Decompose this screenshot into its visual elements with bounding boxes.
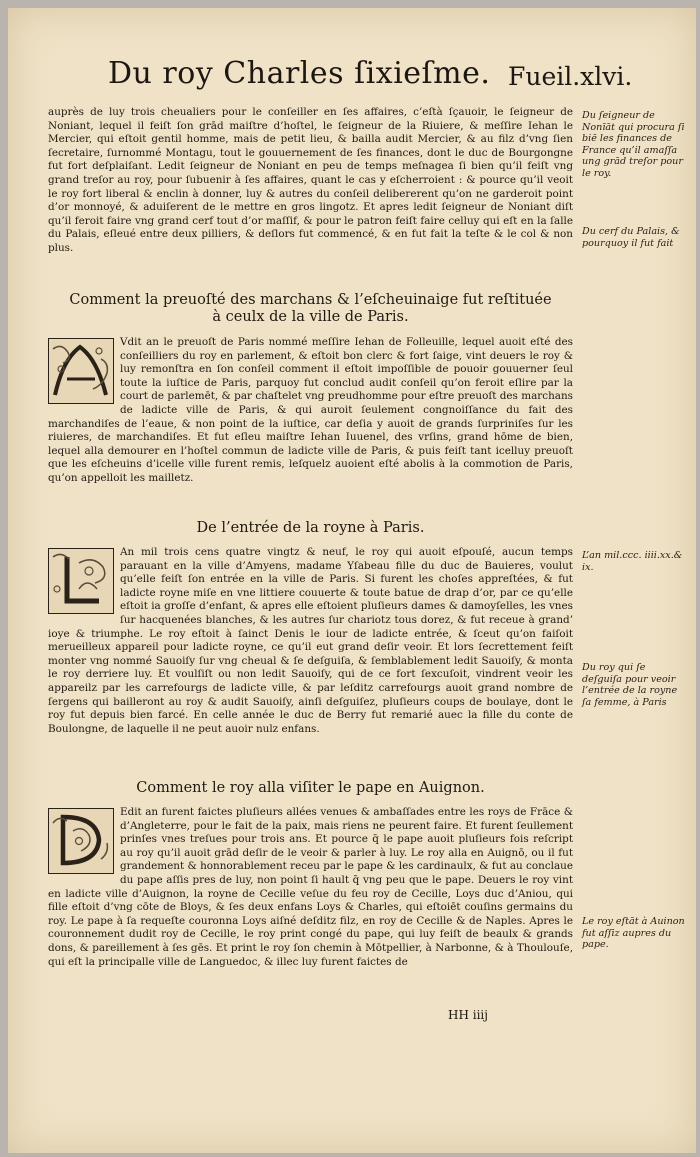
preuoste-paragraph <box>48 336 573 486</box>
heading-line: Comment le roy alla viſiter le pape en Auignon. <box>136 780 485 796</box>
margin-note: Le roy eſtāt à Auinon fut aſſiz aupres du pape. <box>582 916 685 951</box>
entree-paragraph <box>48 546 573 736</box>
auignon-paragraph <box>48 806 573 969</box>
section-heading-preuoste <box>48 292 573 326</box>
book-page <box>8 8 696 1153</box>
ornamental-initial-icon <box>48 548 114 614</box>
preuoste-text: Vdit an le preuoſt de Paris nommé meſſire Iehan de Folleuille, lequel auoit eſté des conſeilliers du roy en parlement, & eſtoit bon clerc & fort ſaige, vint deuers le roy & luy remonſtra en ſon conſeil comment il eſtoit impoſſible de pouoir gouuerner ſeul toute la iuſtice de Paris, parquoy fut conclud audit conſeil qu’on feroit eſlire par la court de parlemēt, & par chaſtelet vng preudhomme pour eſtre preuoſt des marchans de ladicte ville de Paris, & qui auroit ſeulement congnoiſſance du fait des marchandiſes de l’eaue, & non point de la iuſtice, car deſia y auoit de grands ſurpriniſes ſur les riuieres, de marchandiſes. Et fut eſleu maiſtre Iehan Iuuenel, des vrſins, grand hōme de bien, lequel alla demourer en l’hoſtel commun de ladicte ville de Paris, & puis feiſt tant icelluy preuoſt que les eſcheuins d’icelle ville furent remis, leſquelz auoient eſté abolis à la commotion de Paris, qu’on appelloit les mailletz. <box>48 336 573 484</box>
page-header <box>8 56 696 100</box>
margin-note: L’an mil.ccc. iiii.xx.& ix. <box>582 550 683 573</box>
heading-line: De l’entrée de la royne à Paris. <box>196 520 425 536</box>
ornamental-initial-icon <box>48 338 114 404</box>
heading-line: à ceulx de la ville de Paris. <box>212 309 409 325</box>
intro-paragraph <box>48 106 573 256</box>
margin-note: Du ſeigneur de Nonīāt qui procura ſi biē les finances de France qu’il amaſſa ung grād treſor pour le roy. <box>582 110 685 179</box>
heading-line: Comment la preuoſté des marchans & l’eſcheuinaige fut reſtituée <box>69 292 552 308</box>
section-heading-entree <box>48 520 573 537</box>
folio-number: Fueil.xlvi. <box>508 62 633 91</box>
margin-note: Du roy qui ſe deſguiſa pour veoir l’entrée de la royne ſa femme, à Paris <box>582 662 678 708</box>
margin-note: Du cerf du Palais, & pourquoy il fut fait <box>582 226 680 249</box>
auignon-text: Edit an furent faictes pluſieurs allées venues & ambaſſades entre les roys de Frāce & d’Angleterre, pour le fait de la paix, mais riens ne peurent faire. Et furent ſeullement prinſes vnes treſues pour trois ans. Et pource q̄ le pape auoit pluſieurs fois reſcript au roy qu’il auoit grād deſir de le veoir & parler à luy. Le roy alla en Auignō, ou il fut grandement & honnorablement receu par le pape & les cardinaulx, & fut au conclaue du pape aſſis pres de luy, non point ſi hault q̄ vng peu que le pape. Deuers le roy vint en ladicte ville d’Auignon, la royne de Cecille veſue du feu roy de Cecille, Loys duc d’Aniou, qui fille eſtoit d’vng cōte de Bloys, & ſes deux enfans Loys & Charles, qui eſtoiēt couſins germains du roy. Le pape à ſa requeſte couronna Loys aiſné deſditz filz, en roy de Cecille & de Naples. Apres le couronnement dudit roy de Cecille, le roy print congé du pape, qui luy feiſt de beaulx & grands dons, & pareillement à ſes gēs. Et print le roy ſon chemin à Mōtpellier, à Narbonne, & à Thoulouſe, qui eſt la principalle ville de Languedoc, & illec luy furent faictes de <box>48 806 573 968</box>
signature-mark: HH iiij <box>448 1008 488 1022</box>
intro-text: auprès de luy trois cheualiers pour le conſeiller en ſes affaires, c’eſtà ſçauoir, le ſeigneur de Noniant, lequel il feiſt ſon grād maiſtre d’hoſtel, le ſeigneur de la Riuiere, & meſſire Iehan le Mercier, qui eſtoit gentil homme, mais de petit lieu, & bailla audit Mercier, & au filz d’vng ſien ſecretaire, ſurnommé Montagu, tout le gouuernement de ſes finances, dont le duc de Bourgongne fut fort deſplaiſant. Ledit ſeigneur de Noniant en peu de temps meſnagea ſi bien qu’il feiſt vng grand treſor au roy, pour ſubuenir à ſes affaires, quant le cas y eſcherroient : & pource qu’il veoit le roy fort liberal & enclin à donner, luy & autres du conſeil delibererent qu’on ne garderoit point d’or monnoyé, & aduiſerent de le mettre en gros lingotz. Et apres ledit ſeigneur de Noniant diſt qu’il feroit faire vng grand cerf tout d’or maſſif, & pour le patron feiſt faire celluy qui eſt en la ſalle du Palais, eſleué entre deux pilliers, & deſlors fut commencé, & en fut fait la teſte & le col & non plus. <box>48 106 573 254</box>
entree-text: An mil trois cens quatre vingtz & neuf, le roy qui auoit eſpouſé, aucun temps parauant en la ville d’Amyens, madame Yſabeau fille du duc de Bauieres, voulut qu’elle feiſt ſon entrée en la ville de Paris. Si furent les choſes appreſtées, & fut ladicte royne miſe en vne littiere couuerte & toute batue de drap d’or, par ce qu’elle eſtoit ia groſſe d’enfant, & apres elle eſtoient pluſieurs dames & damoyſelles, les vnes ſur hacquenées blanches, & les autres ſur chariotz tous dorez, & fut receue à grand’ ioye & triumphe. Le roy eſtoit à ſainct Denis le iour de ladicte entrée, & ſceut qu’on faiſoit merueilleux appareil pour ladicte royne, ce qu’il eut grand deſir veoir. Et lors ſecrettement feiſt monter vng nommé Sauoiſy ſur vng cheual & ſe deſguiſa, & ſemblablement ledit Sauoiſy, & monta le roy derriere luy. Et voulſiſt ou non ledit Sauoiſy, qui de ce fort ſexcuſoit, vindrent veoir les appareilz par les carrefourgs de ladicte ville, & par leſditz carrefourgs auoit grand nombre de ſergens qui bailleront au roy & audit Sauoiſy, ainſi deſguiſez, pluſieurs coups de boulaye, dont le roy fut depuis bien farcé. En celle année le duc de Berry fut remarié auec la fille du conte de Boulongne, de laquelle il ne peut auoir nulz enfans. <box>48 546 573 735</box>
ornamental-initial-icon <box>48 808 114 874</box>
running-title: Du roy Charles ſixieſme. <box>108 56 491 91</box>
section-heading-auignon <box>48 780 573 797</box>
